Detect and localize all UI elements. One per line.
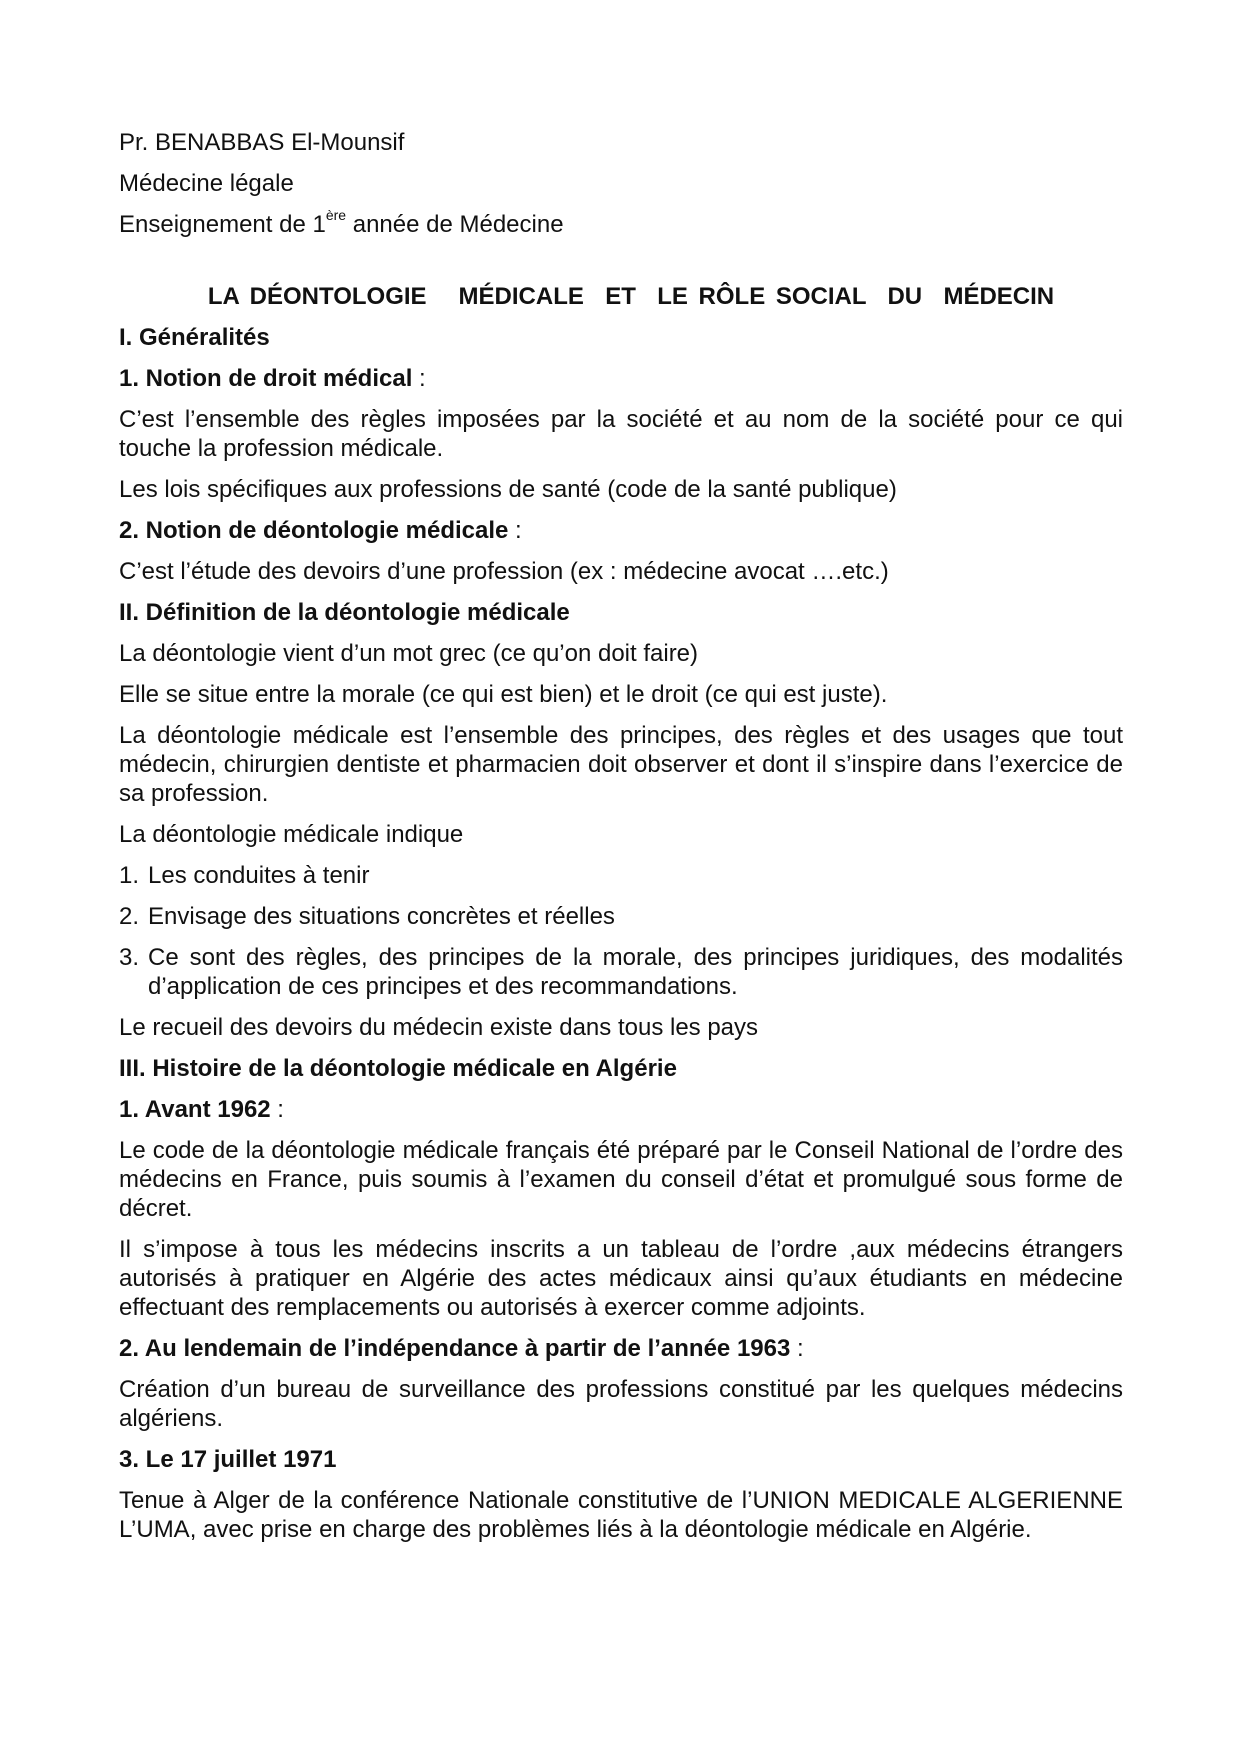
paragraph: Les lois spécifiques aux professions de santé (code de la santé publique) [119, 476, 897, 503]
section-heading-text: III. Histoire de la déontologie médicale en Algérie [119, 1055, 677, 1082]
paragraph: Le code de la déontologie médicale français été préparé par le Conseil National de l’ordre des médecins en France, puis soumis à l’examen du conseil d’état et promulgué sous forme de décret. [119, 1137, 1123, 1222]
paragraph: Tenue à Alger de la conférence Nationale constitutive de l’UNION MEDICALE ALGERIENNE L’UMA, avec prise en charge des problèmes liés à la déontologie médicale en Algérie. [119, 1487, 1123, 1543]
author-name: Pr. BENABBAS El-Mounsif [119, 129, 405, 156]
section-heading-generalites [119, 323, 1123, 352]
subheading-colon: : [270, 1096, 284, 1123]
subheading-colon: : [412, 365, 426, 392]
subheading-deontologie-medicale [119, 516, 1123, 545]
list-item [119, 861, 1123, 890]
paragraph: La déontologie médicale indique [119, 821, 464, 848]
numbered-list [119, 861, 1123, 1001]
department-line [119, 169, 1123, 198]
subheading-text: 1. Avant 1962 [119, 1096, 271, 1123]
list-item [119, 943, 1123, 1001]
course-superscript: ère [325, 207, 347, 223]
subheading-text: 2. Notion de déontologie médicale [119, 517, 509, 544]
course-line [119, 207, 1123, 239]
subheading-colon: : [508, 517, 522, 544]
paragraph: La déontologie médicale est l’ensemble des principes, des règles et des usages que tout médecin, chirurgien dentiste et pharmacien doit observer et dont il s’inspire dans l’exercice de sa profession. [119, 722, 1123, 807]
subheading-droit-medical [119, 364, 1123, 393]
list-item [119, 902, 1123, 931]
paragraph: C’est l’étude des devoirs d’une profession (ex : médecine avocat ….etc.) [119, 558, 889, 585]
document-page [119, 128, 1123, 1556]
section-heading-definition [119, 598, 1123, 627]
subheading-colon: : [790, 1335, 804, 1362]
subheading-text: 1. Notion de droit médical [119, 365, 413, 392]
author-line [119, 128, 1123, 157]
paragraph: Elle se situe entre la morale (ce qui est bien) et le droit (ce qui est juste). [119, 681, 888, 708]
department-name: Médecine légale [119, 170, 294, 197]
subheading-avant-1962 [119, 1095, 1123, 1124]
paragraph: C’est l’ensemble des règles imposées par la société et au nom de la société pour ce qui touche la profession médicale. [119, 406, 1123, 462]
course-suffix: année de Médecine [346, 211, 564, 238]
section-heading-text: I. Généralités [119, 324, 270, 351]
list-item-text: Ce sont des règles, des principes de la morale, des principes juridiques, des modalités d’application de ces principes et des recommandations. [148, 944, 1123, 1000]
paragraph: Le recueil des devoirs du médecin existe dans tous les pays [119, 1014, 759, 1041]
document-title: LA DÉONTOLOGIE MÉDICALE ET LE RÔLE SOCIAL DU MÉDECIN [207, 283, 1055, 310]
list-item-number: 3. [119, 944, 140, 971]
subheading-text: 3. Le 17 juillet 1971 [119, 1446, 337, 1473]
paragraph: La déontologie vient d’un mot grec (ce qu’on doit faire) [119, 640, 699, 667]
list-item-number: 1. [119, 862, 140, 889]
subheading-text: 2. Au lendemain de l’indépendance à partir de l’année 1963 [119, 1335, 791, 1362]
list-item-text: Les conduites à tenir [148, 862, 370, 889]
course-prefix: Enseignement de 1 [119, 211, 326, 238]
list-item-number: 2. [119, 903, 140, 930]
paragraph: Il s’impose à tous les médecins inscrits a un tableau de l’ordre ,aux médecins étrangers autorisés à pratiquer en Algérie des actes médicaux ainsi qu’aux étudiants en médecine effectuant des remplacements ou autorisés à exercer comme adjoints. [119, 1236, 1123, 1321]
paragraph: Création d’un bureau de surveillance des professions constitué par les quelques médecins algériens. [119, 1376, 1123, 1432]
section-heading-histoire [119, 1054, 1123, 1083]
subheading-independance [119, 1334, 1123, 1363]
subheading-17-juillet-1971 [119, 1445, 1123, 1474]
section-heading-text: II. Définition de la déontologie médicale [119, 599, 570, 626]
list-item-text: Envisage des situations concrètes et réelles [148, 903, 615, 930]
